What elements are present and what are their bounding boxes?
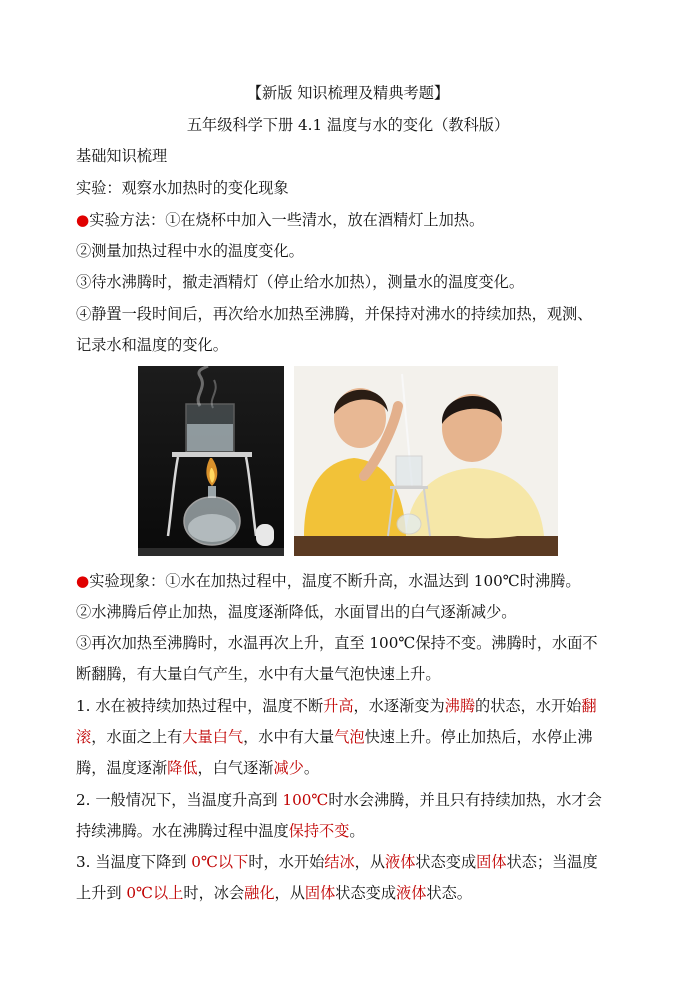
keyword: 翻 (581, 697, 597, 715)
keyword: 大量白气 (182, 728, 244, 746)
keyword: 液体 (385, 853, 416, 871)
phenomenon-text-1: ①水在加热过程中，温度不断升高，水温达到 100℃时沸腾。 (165, 572, 581, 590)
point-1-line-c (76, 758, 319, 778)
method-line-2: ②测量加热过程中水的温度变化。 (76, 242, 304, 260)
header-tag: 【新版 知识梳理及精典考题】 (246, 84, 450, 102)
keyword: 融化 (244, 884, 275, 902)
text: 时水会沸腾，并且只有持续加热，水才会 (328, 791, 602, 809)
method-line-4a: ④静置一段时间后，再次给水加热至沸腾，并保持对沸水的持续加热，观测、 (76, 305, 593, 323)
phenomenon-line-1 (76, 571, 581, 591)
point-1-line-b (76, 727, 592, 747)
keyword: 升高 (323, 697, 354, 715)
method-line-1 (76, 210, 484, 230)
keyword: 结冰 (324, 853, 355, 871)
keyword: 100℃ (282, 791, 329, 809)
text: ，从 (274, 884, 305, 902)
phenomenon-line-3a: ③再次加热至沸腾时，水温再次上升，直至 100℃保持不变。沸腾时，水面不 (76, 634, 598, 652)
method-line-3: ③待水沸腾时，撤走酒精灯（停止给水加热），测量水的温度变化。 (76, 273, 525, 291)
method-label: 实验方法： (89, 211, 166, 229)
point-1-line-a (76, 696, 597, 716)
text: ，白气逐渐 (197, 759, 274, 777)
text: 。 (349, 822, 365, 840)
text: 时，冰会 (183, 884, 245, 902)
phenomenon-line-2: ②水沸腾后停止加热，温度逐渐降低，水面冒出的白气逐渐减少。 (76, 603, 517, 621)
text: 时，水开始 (248, 853, 325, 871)
experiment-title: 实验：观察水加热时的变化现象 (76, 179, 289, 197)
phenomenon-line-3b: 断翻腾，有大量白气产生，水中有大量气泡快速上升。 (76, 665, 441, 683)
text: 状态变成 (415, 853, 477, 871)
text: 上升到 (76, 884, 127, 902)
phenomenon-label: 实验现象： (89, 572, 166, 590)
keyword: 0℃以下 (191, 853, 249, 871)
text: 3. 当温度下降到 (76, 853, 192, 871)
beaker-heating-photo (138, 366, 284, 556)
text: 快速上升。停止加热后，水停止沸 (364, 728, 593, 746)
text: 腾，温度逐渐 (76, 759, 168, 777)
text: 状态；当温度 (506, 853, 598, 871)
text: 持续沸腾。水在沸腾过程中温度 (76, 822, 289, 840)
text: 状态。 (426, 884, 472, 902)
point-2-line-b (76, 821, 365, 841)
text: 状态变成 (335, 884, 397, 902)
bullet-icon: ● (76, 572, 90, 590)
keyword: 减少 (273, 759, 304, 777)
keyword: 气泡 (334, 728, 365, 746)
keyword: 液体 (396, 884, 427, 902)
text: ，水面之上有 (91, 728, 183, 746)
text: ，水中有大量 (243, 728, 335, 746)
keyword: 沸腾 (444, 697, 476, 715)
point-3-line-a (76, 852, 598, 872)
keyword: 降低 (167, 759, 198, 777)
text: 的状态，水开始 (475, 697, 582, 715)
bullet-icon: ● (76, 211, 90, 229)
section-heading: 基础知识梳理 (76, 147, 168, 165)
keyword: 滚 (76, 728, 92, 746)
point-2-line-a (76, 790, 602, 810)
method-line-4b: 记录水和温度的变化。 (76, 336, 228, 354)
keyword: 固体 (304, 884, 336, 902)
text: ，水逐渐变为 (353, 697, 445, 715)
text: 1. 水在被持续加热过程中，温度不断 (76, 697, 324, 715)
text: 。 (303, 759, 319, 777)
text: 2. 一般情况下，当温度升高到 (76, 791, 283, 809)
point-3-line-b (76, 883, 472, 903)
students-experiment-photo (294, 366, 558, 556)
keyword: 保持不变 (288, 822, 350, 840)
method-text-1: ①在烧杯中加入一些清水，放在酒精灯上加热。 (165, 211, 485, 229)
keyword: 0℃以上 (126, 884, 184, 902)
page-title: 五年级科学下册 4.1 温度与水的变化（教科版） (186, 116, 510, 134)
keyword: 固体 (476, 853, 507, 871)
text: ，从 (354, 853, 385, 871)
